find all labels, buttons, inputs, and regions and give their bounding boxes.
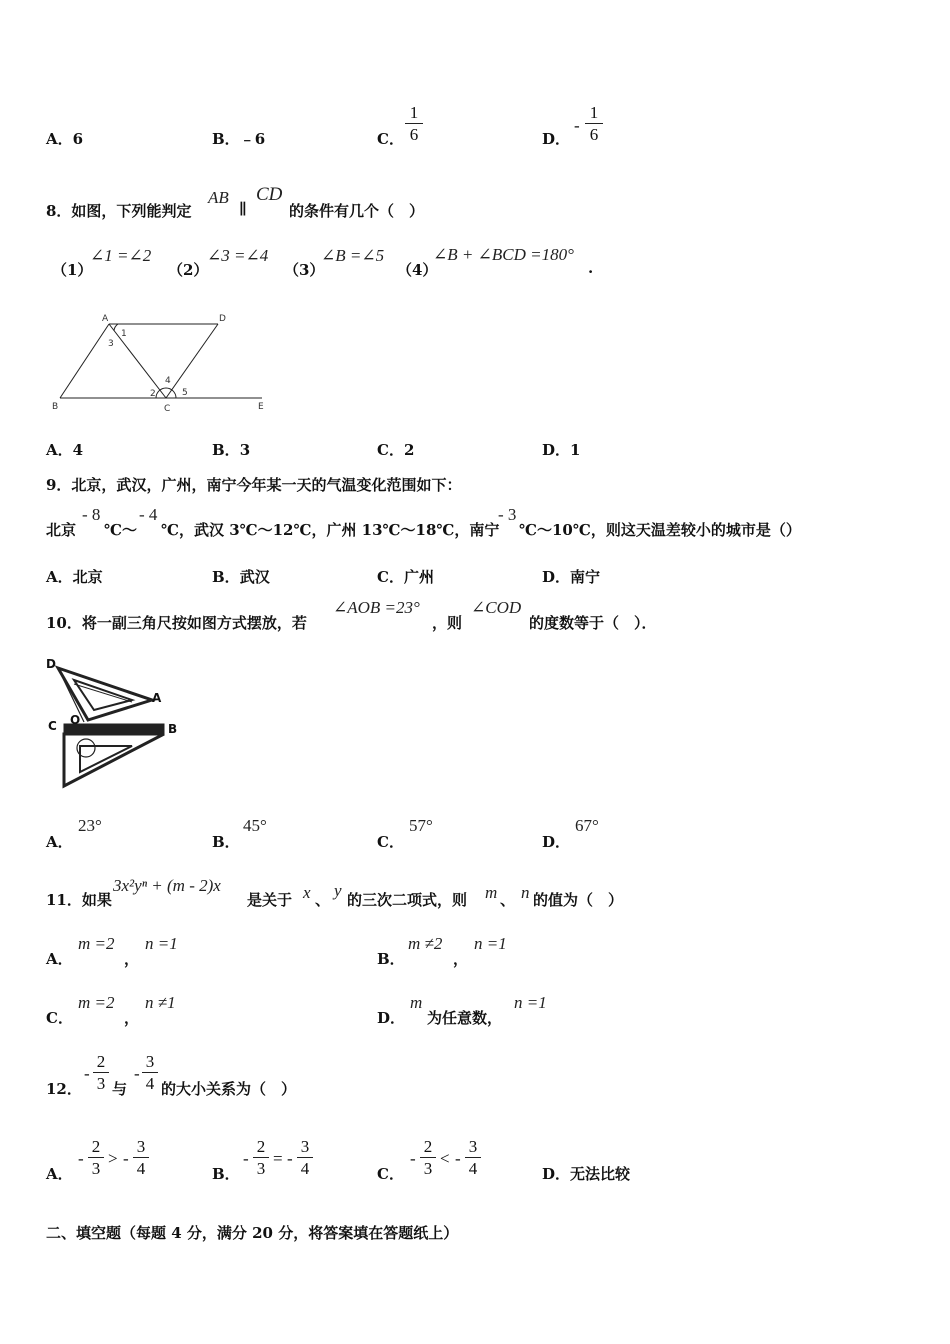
q10-condition: ∠AOB =23° [333, 598, 420, 617]
q9-value-3: - 3 [498, 505, 517, 524]
q11-option-a-e1: m =2 [78, 934, 115, 953]
q10-option-a-label: A． [46, 833, 73, 851]
q10-option-c-value: 57° [409, 816, 433, 835]
q10-label-b: B [168, 722, 178, 736]
q10-label-o: O [70, 713, 81, 727]
q11-option-d-e2: n =1 [514, 993, 547, 1012]
q12-number: 12． [46, 1080, 82, 1098]
q11-option-b-label: B． [377, 950, 405, 968]
q8-label-e: E [258, 402, 264, 412]
q11-sep-2: 、 [500, 891, 516, 909]
q12-option-c-relation: < [440, 1149, 450, 1168]
q8-option-b: B．3 [212, 441, 251, 459]
q11-option-a-comma: ， [124, 950, 140, 968]
q10-label-d: D [46, 657, 56, 671]
q12-option-a-relation: > [108, 1149, 118, 1168]
q12-fraction-1: 2 3 [93, 1052, 109, 1093]
q11-option-d-label: D． [377, 1009, 406, 1027]
q12-option-b-relation: = [273, 1149, 283, 1168]
q8-ab: AB [208, 188, 229, 207]
q8-option-c: C．2 [377, 441, 415, 459]
q11-option-b-e1: m ≠2 [408, 934, 443, 953]
q10-option-b-label: B． [212, 833, 240, 851]
q10-option-d-label: D． [542, 833, 571, 851]
q10-stem-text: 10．将一副三角尺按如图方式摆放，若 [46, 614, 307, 632]
q8-label-d: D [219, 314, 226, 324]
q8-angle-3: 3 [108, 339, 114, 349]
q9-others: ℃，武汉 3℃～12℃，广州 13℃～18℃，南宁 [161, 521, 500, 539]
q12-stem-end: 的大小关系为（ ） [161, 1080, 297, 1098]
q11-stem-mid2: 的三次二项式，则 [347, 891, 468, 909]
q11-stem-mid: 是关于 [247, 891, 293, 909]
q10-figure [44, 652, 194, 792]
q11-option-c-label: C． [46, 1009, 73, 1027]
q9-stem: 9．北京，武汉，广州，南宁今年某一天的气温变化范围如下： [46, 476, 462, 494]
q12-option-c-fraction-2: 3 4 [465, 1137, 481, 1178]
q9-option-d: D．南宁 [542, 568, 601, 586]
q8-parallel: ∥ [239, 200, 247, 218]
q11-stem-end: 的值为（ ） [533, 891, 624, 909]
q11-var-m: m [485, 883, 498, 902]
q7-option-c-fraction: 1 6 [405, 103, 423, 144]
q11-var-x: x [303, 883, 311, 902]
q8-angle-2: 2 [150, 389, 156, 399]
q8-angle-1: 1 [121, 329, 127, 339]
q8-cond-1-label: （1） [52, 261, 93, 279]
q8-cond-1-expr: ∠1 =∠2 [90, 246, 152, 265]
q11-option-c-comma: ， [124, 1009, 140, 1027]
q9-beijing: 北京 [46, 521, 77, 539]
q8-period: . [588, 259, 594, 277]
q8-cond-2-expr: ∠3 =∠4 [207, 246, 269, 265]
q9-value-1: - 8 [82, 505, 101, 524]
q7-option-d-sign: - [574, 116, 580, 135]
q8-label-c: C [164, 404, 171, 414]
q12-option-b-sign-2: - [287, 1149, 293, 1168]
q11-option-b-comma: ， [453, 950, 469, 968]
q8-label-a: A [102, 314, 109, 324]
q7-option-b: B．﹣6 [212, 130, 266, 148]
q7-option-d-fraction: 1 6 [585, 103, 603, 144]
q12-option-a-fraction-1: 2 3 [88, 1137, 104, 1178]
q12-option-c-sign-1: - [410, 1149, 416, 1168]
q11-expression: 3x²yⁿ + (m - 2)x [113, 876, 221, 895]
q11-sep-1: 、 [315, 891, 331, 909]
q9-option-c: C．广州 [377, 568, 434, 586]
q11-stem-text: 11．如果 [46, 891, 112, 909]
q12-fraction-2: 3 4 [142, 1052, 158, 1093]
q11-option-d-e1: m [410, 993, 423, 1012]
q10-stem-end: 的度数等于（ ）． [529, 614, 657, 632]
q9-range-sep: ℃～ [104, 521, 137, 539]
q12-option-b-fraction-1: 2 3 [253, 1137, 269, 1178]
q8-cond-2-label: （2） [168, 261, 209, 279]
q8-cond-4-label: （4） [397, 261, 438, 279]
q12-option-b-label: B． [212, 1165, 240, 1183]
q8-angle-4: 4 [165, 376, 171, 386]
q11-option-a-e2: n =1 [145, 934, 178, 953]
q11-option-b-e2: n =1 [474, 934, 507, 953]
q8-label-b: B [52, 402, 59, 412]
q12-option-c-label: C． [377, 1165, 404, 1183]
q12-option-b-sign-1: - [243, 1149, 249, 1168]
section-2-heading: 二、填空题（每题 4 分，满分 20 分，将答案填在答题纸上） [46, 1224, 459, 1242]
q8-option-a: A．4 [46, 441, 84, 459]
q10-target: ∠COD [471, 598, 522, 617]
q12-f1-sign: - [84, 1064, 90, 1083]
q7-option-d-label: D． [542, 130, 571, 148]
q8-cond-3-label: （3） [284, 261, 325, 279]
q8-figure [46, 308, 276, 418]
q9-value-2: - 4 [139, 505, 158, 524]
q8-angle-5: 5 [182, 388, 188, 398]
q10-label-c: C [48, 719, 57, 733]
q8-cond-3-expr: ∠B =∠5 [321, 246, 385, 265]
q11-option-c-e1: m =2 [78, 993, 115, 1012]
q12-f2-sign: - [134, 1064, 140, 1083]
q10-option-a-value: 23° [78, 816, 102, 835]
q12-option-a-sign-2: - [123, 1149, 129, 1168]
q11-option-d-mid: 为任意数， [427, 1009, 503, 1027]
q11-var-n: n [521, 883, 530, 902]
q12-option-d: D．无法比较 [542, 1165, 631, 1183]
q9-question: ℃～10℃，则这天温差较小的城市是（） [519, 521, 801, 539]
q9-option-a: A．北京 [46, 568, 103, 586]
q10-option-c-label: C． [377, 833, 404, 851]
q12-option-c-sign-2: - [455, 1149, 461, 1168]
q8-stem-text: 8．如图，下列能判定 [46, 202, 192, 220]
q12-with: 与 [112, 1080, 128, 1098]
q7-option-a: A．6 [46, 130, 84, 148]
q12-option-a-label: A． [46, 1165, 73, 1183]
q10-option-b-value: 45° [243, 816, 267, 835]
q12-option-c-fraction-1: 2 3 [420, 1137, 436, 1178]
q10-stem-mid: ，则 [432, 614, 463, 632]
q8-stem-end: 的条件有几个（ ） [289, 202, 425, 220]
q10-label-a: A [152, 691, 162, 705]
q8-cond-4-expr: ∠B + ∠BCD =180° [433, 245, 574, 264]
q9-option-b: B．武汉 [212, 568, 270, 586]
q12-option-a-sign-1: - [78, 1149, 84, 1168]
q11-option-a-label: A． [46, 950, 73, 968]
q11-var-y: y [334, 881, 342, 900]
q8-cd: CD [256, 184, 283, 205]
q10-option-d-value: 67° [575, 816, 599, 835]
q8-option-d: D．1 [542, 441, 581, 459]
q12-option-a-fraction-2: 3 4 [133, 1137, 149, 1178]
q11-option-c-e2: n ≠1 [145, 993, 176, 1012]
q12-option-b-fraction-2: 3 4 [297, 1137, 313, 1178]
q7-option-c-label: C． [377, 130, 404, 148]
